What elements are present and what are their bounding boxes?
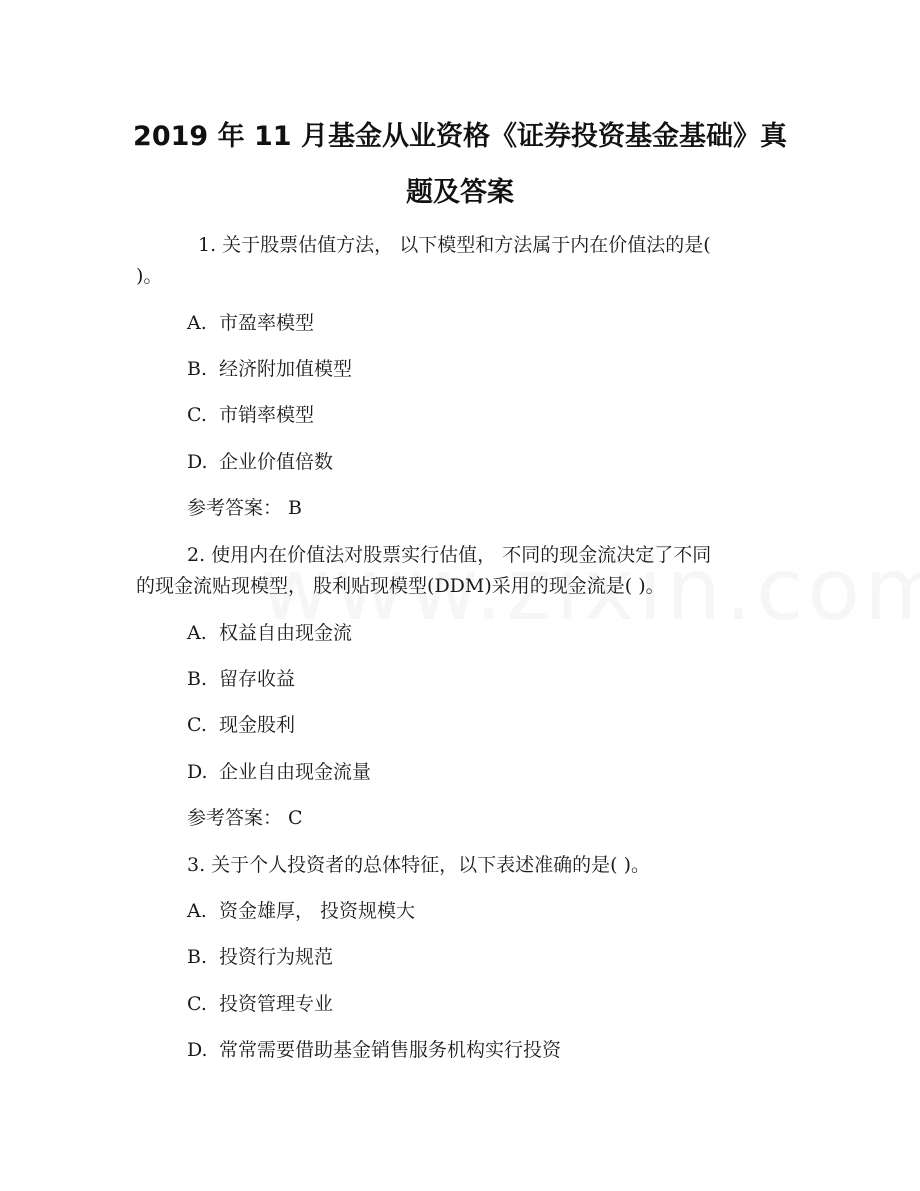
question-1-option-c <box>187 404 314 426</box>
question-3-option-a <box>187 900 415 922</box>
option-text: 市销率模型 <box>219 404 315 426</box>
option-text: 权益自由现金流 <box>219 622 353 644</box>
option-text: 市盈率模型 <box>219 312 315 334</box>
question-3-text-line-1: 3. 关于个人投资者的总体特征，以下表述准确的是( )。 <box>187 854 651 876</box>
question-2-answer: 参考答案： C <box>187 807 303 829</box>
option-text: 资金雄厚， 投资规模大 <box>219 900 416 922</box>
question-2-option-b <box>187 668 295 690</box>
question-1-text-line-2: )。 <box>136 265 163 287</box>
option-letter: A. <box>187 900 207 922</box>
option-letter: D. <box>187 1039 208 1061</box>
document-title-line-2: 题及答案 <box>406 177 514 208</box>
document-title-line-1: 2019 年 11 月基金从业资格《证券投资基金基础》真 <box>133 121 787 152</box>
option-letter: B. <box>187 668 208 690</box>
option-letter: A. <box>187 312 207 334</box>
option-text: 常常需要借助基金销售服务机构实行投资 <box>219 1039 562 1061</box>
option-text: 企业自由现金流量 <box>219 761 372 783</box>
option-letter: D. <box>187 761 208 783</box>
option-letter: D. <box>187 451 208 473</box>
question-1-text-line-1: 1. 关于股票估值方法， 以下模型和方法属于内在价值法的是( <box>198 234 711 256</box>
question-1-option-d <box>187 451 333 473</box>
question-2-option-d <box>187 761 371 783</box>
option-letter: C. <box>187 714 207 736</box>
question-2-option-c <box>187 714 295 736</box>
option-text: 企业价值倍数 <box>219 451 334 473</box>
question-2-text-line-2: 的现金流贴现模型， 股利贴现模型(DDM)采用的现金流是( )。 <box>136 575 665 597</box>
option-letter: B. <box>187 358 208 380</box>
option-text: 经济附加值模型 <box>219 358 353 380</box>
option-letter: B. <box>187 946 208 968</box>
question-1-option-a <box>187 312 314 334</box>
option-text: 投资管理专业 <box>219 993 334 1015</box>
question-2-text-line-1: 2. 使用内在价值法对股票实行估值， 不同的现金流决定了不同 <box>187 544 712 566</box>
question-2-option-a <box>187 622 352 644</box>
option-text: 现金股利 <box>219 714 296 736</box>
question-3-option-b <box>187 946 333 968</box>
question-1-answer: 参考答案： B <box>187 497 303 519</box>
option-letter: C. <box>187 404 207 426</box>
option-letter: C. <box>187 993 207 1015</box>
option-text: 留存收益 <box>219 668 296 690</box>
question-3-option-d <box>187 1039 561 1061</box>
option-letter: A. <box>187 622 207 644</box>
question-1-option-b <box>187 358 352 380</box>
question-3-option-c <box>187 993 333 1015</box>
option-text: 投资行为规范 <box>219 946 334 968</box>
